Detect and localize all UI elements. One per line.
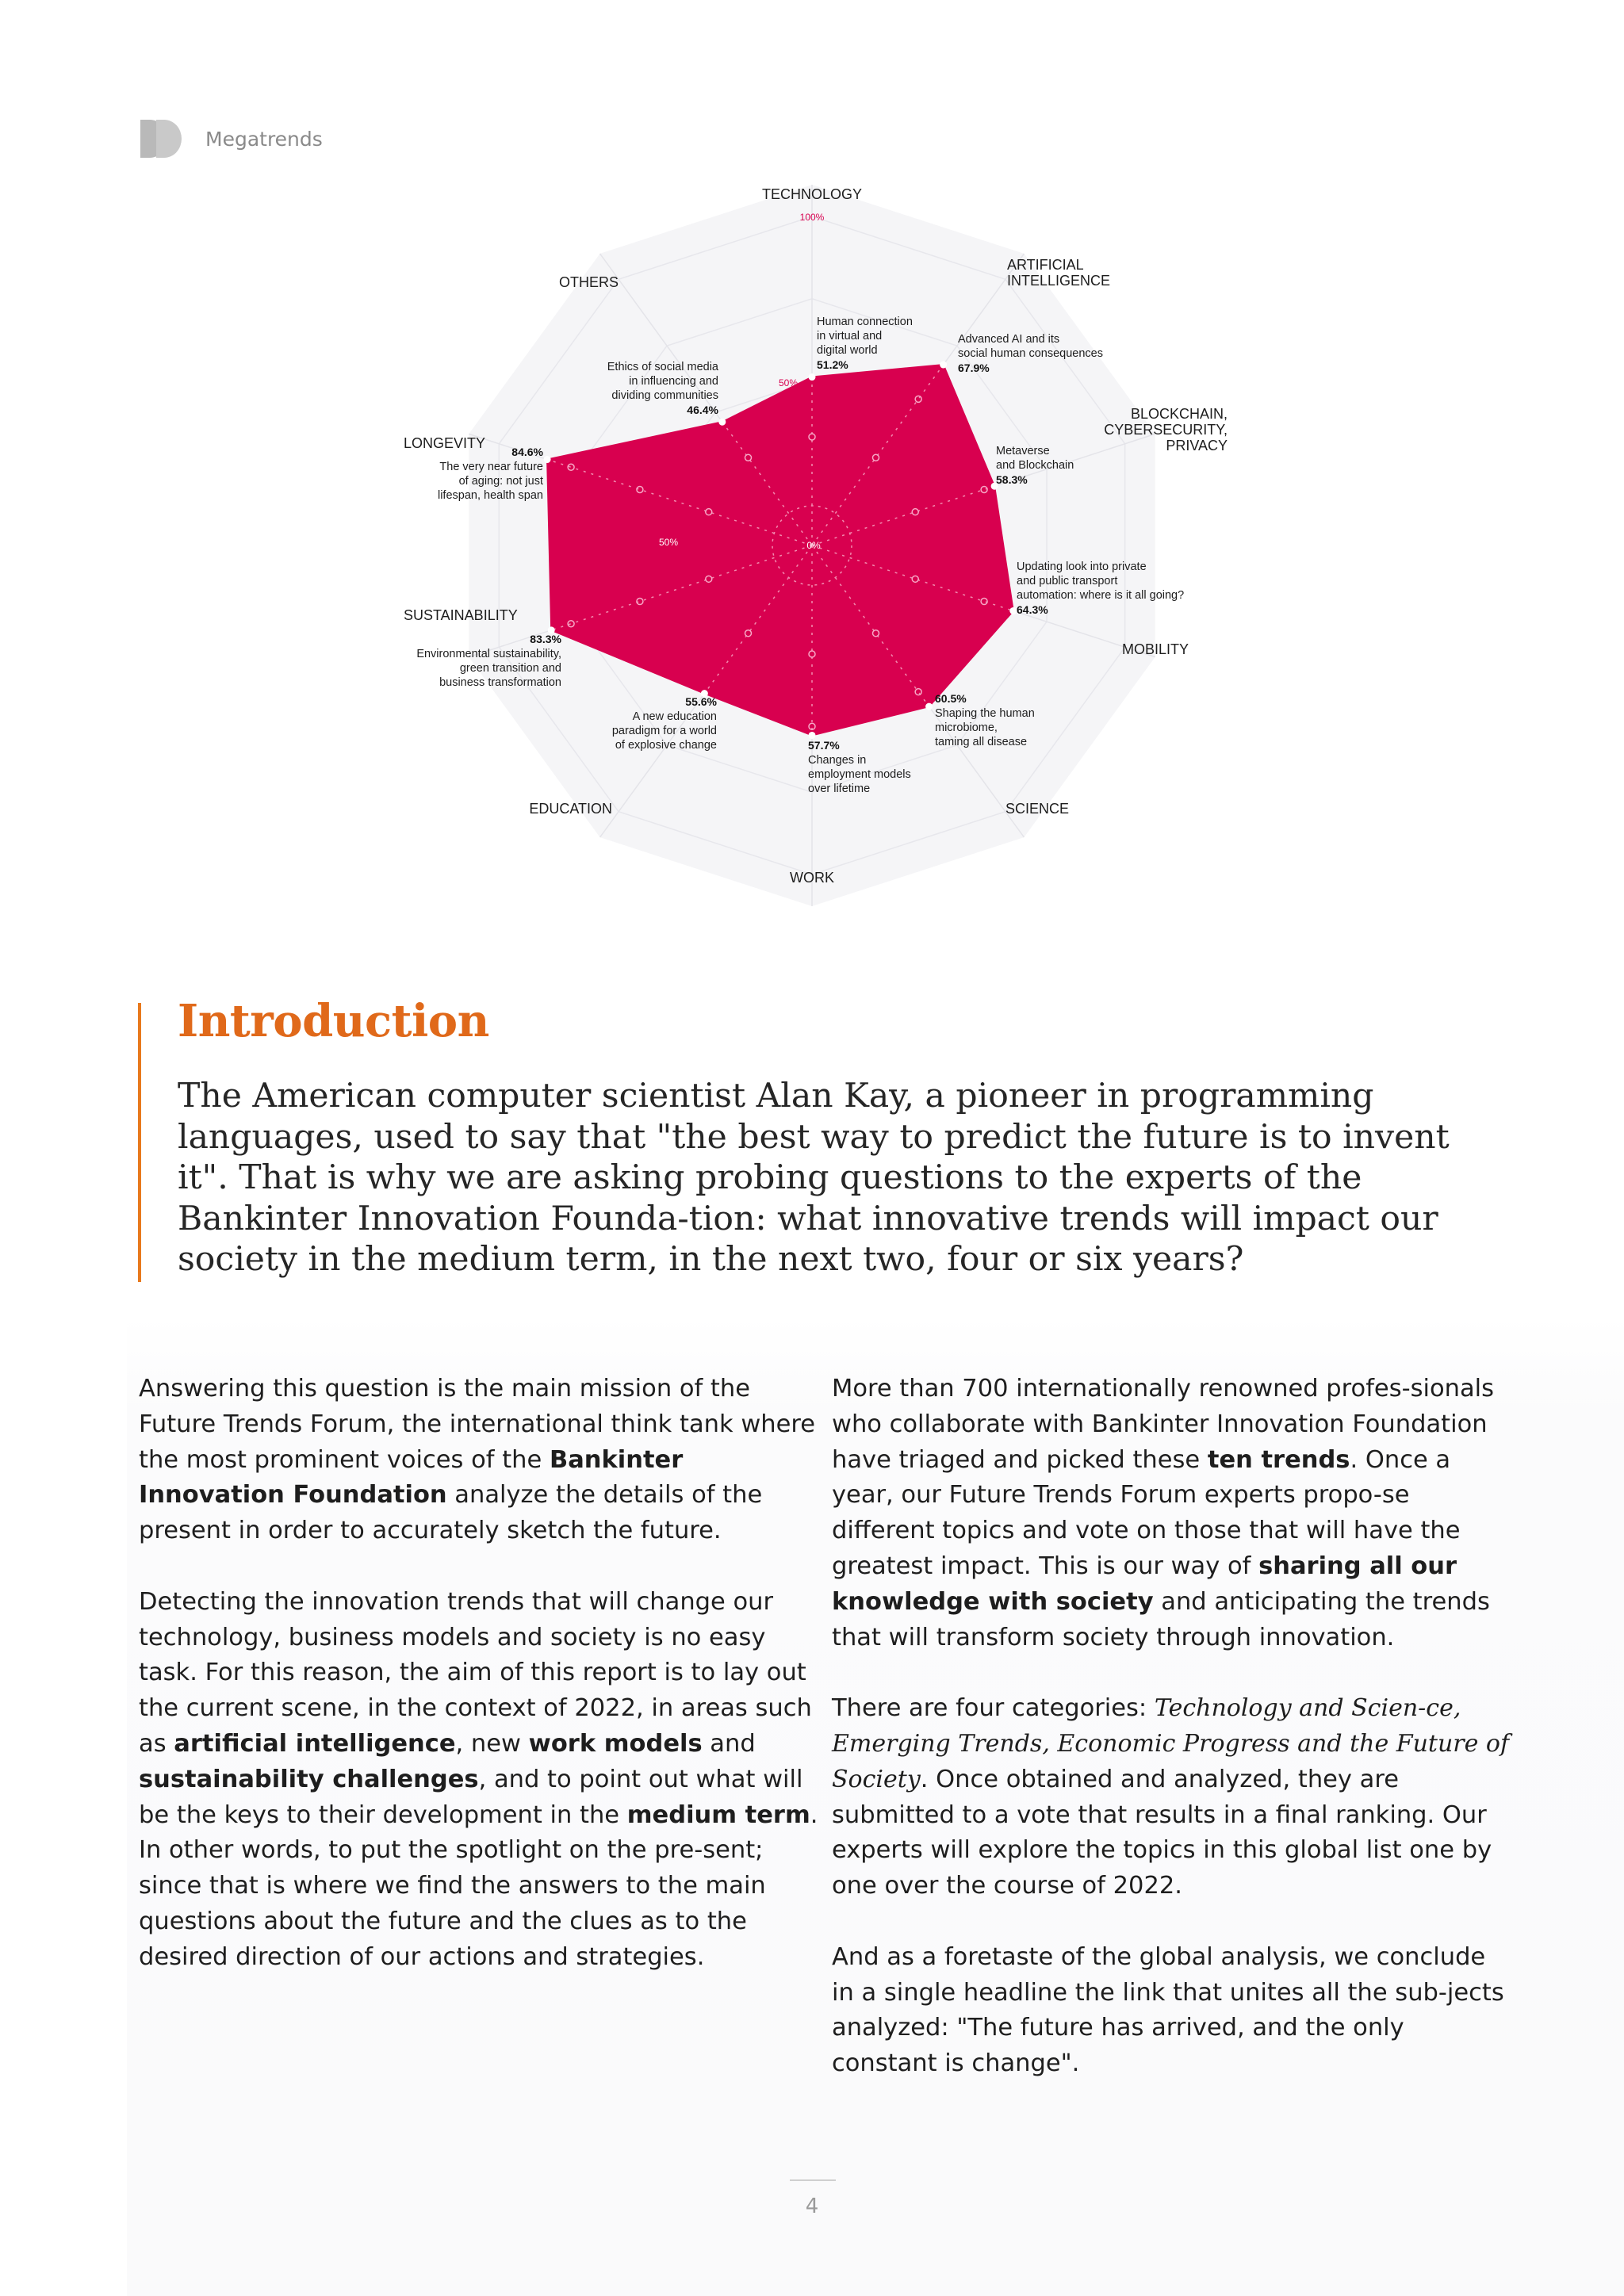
data-point (926, 703, 933, 710)
axis-label: ARTIFICIAL (1007, 257, 1084, 273)
trend-label: green transition and (459, 662, 561, 675)
trend-label: Updating look into private (1017, 561, 1147, 573)
data-point (940, 362, 947, 368)
value-label: 83.3% (530, 633, 561, 645)
axis-label: SUSTAINABILITY (404, 607, 518, 623)
trend-label: Human connection (817, 316, 913, 328)
value-label: 60.5% (935, 692, 967, 705)
data-point (809, 732, 815, 738)
body-column-right (832, 1372, 1514, 2118)
trend-label: automation: where is it all going? (1017, 589, 1185, 602)
axis-label: TECHNOLOGY (761, 186, 863, 202)
data-point (1010, 607, 1017, 614)
paragraph: And as a foretaste of the global analysis, we conclude in a single headline the link that unites all the sub-jects analyzed: "The future has arrived, and the only constant is change". (832, 1942, 1504, 2078)
value-label: 84.6% (511, 446, 543, 458)
value-label: 55.6% (685, 695, 717, 708)
radar-chart (0, 0, 1624, 936)
axis-label: LONGEVITY (404, 435, 486, 451)
trend-label: employment models (808, 768, 911, 781)
trend-label: Metaverse (996, 445, 1050, 457)
trend-label: of aging: not just (458, 475, 543, 488)
trend-label: business transformation (439, 676, 561, 689)
axis-label: MOBILITY (1122, 641, 1189, 657)
paragraph: There are four categories: Technology and Scien-ce, Emerging Trends, Economic Progress and the Future of Society. Once obtained and analyzed, they are submitted to a vote that results in a final ranking. Our experts will explore the topics in this global list one by one over the course of 2022. (832, 1694, 1510, 1900)
scale-label: 0% (806, 540, 821, 551)
axis-label: INTELLIGENCE (1007, 273, 1111, 289)
data-point (809, 374, 815, 381)
paragraph: Answering this question is the main mission of the Future Trends Forum, the international think tank where the most prominent voices of the Bankinter Innovation Foundation analyze the details of the present in order to accurately sketch the future. (139, 1375, 816, 1545)
trend-label: microbiome, (935, 721, 998, 734)
trend-label: Shaping the human (935, 707, 1035, 720)
axis-label: PRIVACY (1166, 438, 1228, 453)
axis-label: EDUCATION (529, 801, 612, 817)
trend-label: paradigm for a world (611, 725, 717, 737)
trend-label: Environmental sustainability, (416, 648, 561, 660)
body-column-left (139, 1372, 821, 2011)
trend-label: social human consequences (958, 347, 1103, 360)
value-label: 51.2% (817, 358, 848, 371)
page-number: 4 (805, 2195, 819, 2218)
trend-label: digital world (817, 344, 878, 357)
value-label: 57.7% (808, 739, 840, 752)
data-point (719, 419, 726, 425)
trend-label: over lifetime (808, 783, 871, 795)
value-label: 67.9% (958, 362, 990, 374)
value-label: 64.3% (1017, 603, 1048, 616)
section-title: Introduction (178, 995, 489, 1047)
trend-label: and public transport (1017, 575, 1118, 587)
data-point (544, 457, 550, 463)
scale-label: 50% (778, 377, 799, 388)
scale-label: 50% (658, 537, 679, 548)
value-label: 58.3% (996, 473, 1028, 486)
trend-label: Ethics of social media (607, 361, 718, 373)
trend-label: Advanced AI and its (958, 333, 1060, 346)
trend-label: A new education (632, 710, 717, 723)
axis-label: CYBERSECURITY, (1104, 422, 1228, 438)
trend-label: and Blockchain (996, 459, 1074, 472)
page-number-rule (790, 2179, 836, 2181)
trend-label: in virtual and (817, 330, 883, 342)
trend-label: of explosive change (615, 739, 717, 752)
accent-bar (138, 1003, 141, 1282)
trend-label: dividing communities (611, 389, 718, 402)
trend-label: Changes in (808, 754, 867, 767)
paragraph: Detecting the innovation trends that will change our technology, business models and society is no easy task. For this reason, the aim of this report is to lay out the current scene, in the context of 2022, in areas such as artificial intelligence, new work models and sustainability challenges, and to point out what will be the keys to their development in the medium term. In other words, to put the spotlight on the pre-sent; since that is where we find the answers to the main questions about the future and the clues as to the desired direction of our actions and strategies. (139, 1587, 818, 1971)
axis-label: SCIENCE (1005, 801, 1070, 817)
axis-label: BLOCKCHAIN, (1130, 406, 1228, 422)
lead-paragraph: The American computer scientist Alan Kay, a pioneer in programming languages, used to say that "the best way to predict the future is to invent it". That is why we are asking probing questions to the experts of the Bankinter Innovation Founda-tion: what innovative trends will impact our society in the medium term, in the next two, four or six years? (178, 1077, 1450, 1279)
trend-label: lifespan, health span (437, 489, 543, 502)
axis-label: WORK (790, 870, 834, 886)
axis-label: OTHERS (558, 274, 619, 290)
paragraph: More than 700 internationally renowned profes-sionals who collaborate with Bankinter Innovation Foundation have triaged and picked these ten trends. Once a year, our Future Trends Forum experts propo-se different topics and vote on those that will have the greatest impact. This is our way of sharing all our knowledge with society and anticipating the trends that will transform society through innovation. (832, 1375, 1494, 1651)
trend-label: The very near future (439, 461, 543, 473)
scale-label: 100% (799, 212, 825, 223)
value-label: 46.4% (687, 404, 718, 416)
trend-label: taming all disease (935, 736, 1028, 748)
trend-label: in influencing and (629, 375, 718, 388)
section-label: Megatrends (205, 127, 323, 151)
